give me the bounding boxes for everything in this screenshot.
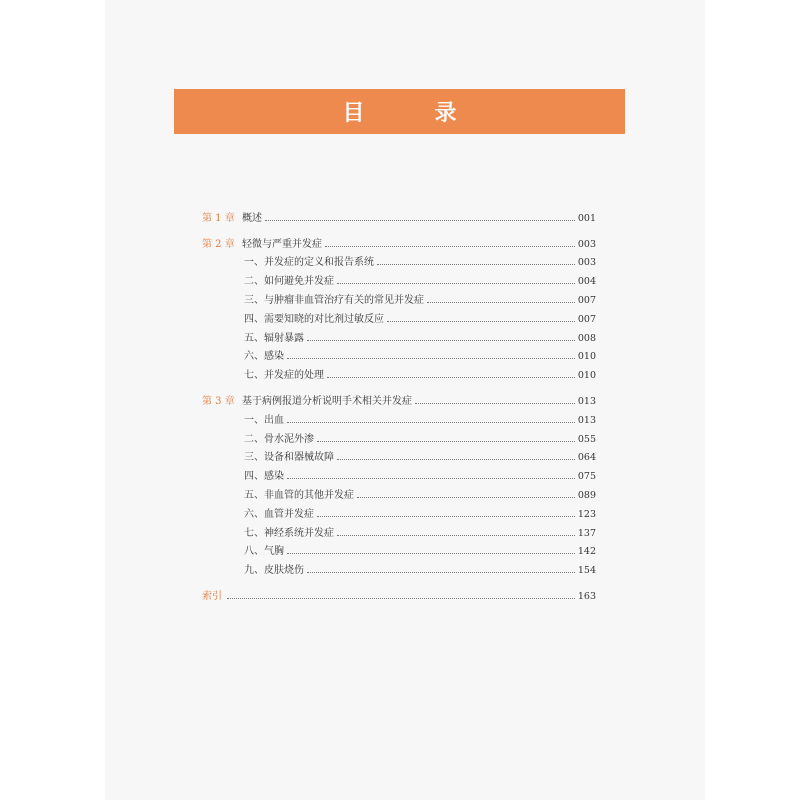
index-label: 索引 [202,590,222,602]
page-title: 目 录 [342,100,481,126]
toc-section-row[interactable] [202,344,596,363]
section-title: 一、出血 [244,414,284,426]
chapter-title: 基于病例报道分析说明手术相关并发症 [242,395,412,407]
toc-section-row[interactable] [202,250,596,269]
chapter-title: 轻微与严重并发症 [242,238,322,250]
page-number: 137 [577,527,596,539]
toc-section-row[interactable] [202,501,596,520]
toc-section-row[interactable] [202,520,596,539]
section-title: 八、气胸 [244,546,284,558]
leader-dots [307,571,575,573]
leader-dots [337,534,575,536]
section-title: 二、如何避免并发症 [244,276,334,288]
page-number: 013 [577,395,596,407]
page-number: 013 [577,414,596,426]
section-title: 七、神经系统并发症 [244,527,334,539]
chapter-title: 概述 [242,212,262,224]
toc-section-row[interactable] [202,426,596,445]
leader-dots [287,477,575,479]
chapter-label: 第 3 章 [202,395,235,407]
page-number: 064 [577,452,596,464]
toc-section-row[interactable] [202,325,596,344]
section-title: 一、并发症的定义和报告系统 [244,257,374,269]
toc-section-row[interactable] [202,407,596,426]
page-number: 007 [577,294,596,306]
page-number: 010 [577,351,596,363]
leader-dots [325,245,575,247]
page-number: 003 [577,238,596,250]
leader-dots [307,339,575,341]
leader-dots [227,597,575,599]
page-number: 008 [577,332,596,344]
page-number: 123 [577,508,596,520]
leader-dots [327,376,575,378]
table-of-contents [202,205,596,602]
leader-dots [415,402,575,404]
leader-dots [317,440,575,442]
toc-section-row[interactable] [202,268,596,287]
toc-section-row[interactable] [202,445,596,464]
toc-chapter-row[interactable] [202,205,596,224]
section-title: 四、感染 [244,471,284,483]
leader-dots [387,320,575,322]
toc-gap [202,381,596,388]
page-number: 001 [577,212,596,224]
section-title: 五、辐射暴露 [244,332,304,344]
chapter-label: 第 2 章 [202,238,235,250]
section-title: 六、血管并发症 [244,508,314,520]
section-title: 九、皮肤烧伤 [244,565,304,577]
leader-dots [377,263,575,265]
toc-chapter-row[interactable] [202,388,596,407]
page-number: 003 [577,257,596,269]
chapter-label: 第 1 章 [202,212,235,224]
toc-section-row[interactable] [202,557,596,576]
page-number: 007 [577,313,596,325]
page-number: 055 [577,433,596,445]
leader-dots [357,496,575,498]
leader-dots [287,552,575,554]
leader-dots [427,301,575,303]
toc-section-row[interactable] [202,287,596,306]
toc-section-row[interactable] [202,482,596,501]
section-title: 五、非血管的其他并发症 [244,489,354,501]
toc-chapter-row[interactable] [202,231,596,250]
toc-index-row[interactable] [202,583,596,602]
toc-gap [202,576,596,583]
toc-section-row[interactable] [202,539,596,558]
title-banner [174,89,625,134]
section-title: 四、需要知晓的对比剂过敏反应 [244,313,384,325]
leader-dots [265,219,575,221]
toc-section-row[interactable] [202,306,596,325]
leader-dots [337,282,575,284]
page-number: 163 [577,590,596,602]
page-number: 075 [577,471,596,483]
page-number: 004 [577,276,596,288]
section-title: 七、并发症的处理 [244,370,324,382]
page-number: 010 [577,370,596,382]
toc-section-row[interactable] [202,362,596,381]
leader-dots [287,421,575,423]
section-title: 二、骨水泥外渗 [244,433,314,445]
section-title: 六、感染 [244,351,284,363]
page-number: 154 [577,565,596,577]
leader-dots [317,515,575,517]
section-title: 三、设备和器械故障 [244,452,334,464]
toc-gap [202,224,596,231]
page-number: 089 [577,489,596,501]
leader-dots [287,357,575,359]
page-number: 142 [577,546,596,558]
section-title: 三、与肿瘤非血管治疗有关的常见并发症 [244,294,424,306]
toc-section-row[interactable] [202,463,596,482]
leader-dots [337,458,575,460]
